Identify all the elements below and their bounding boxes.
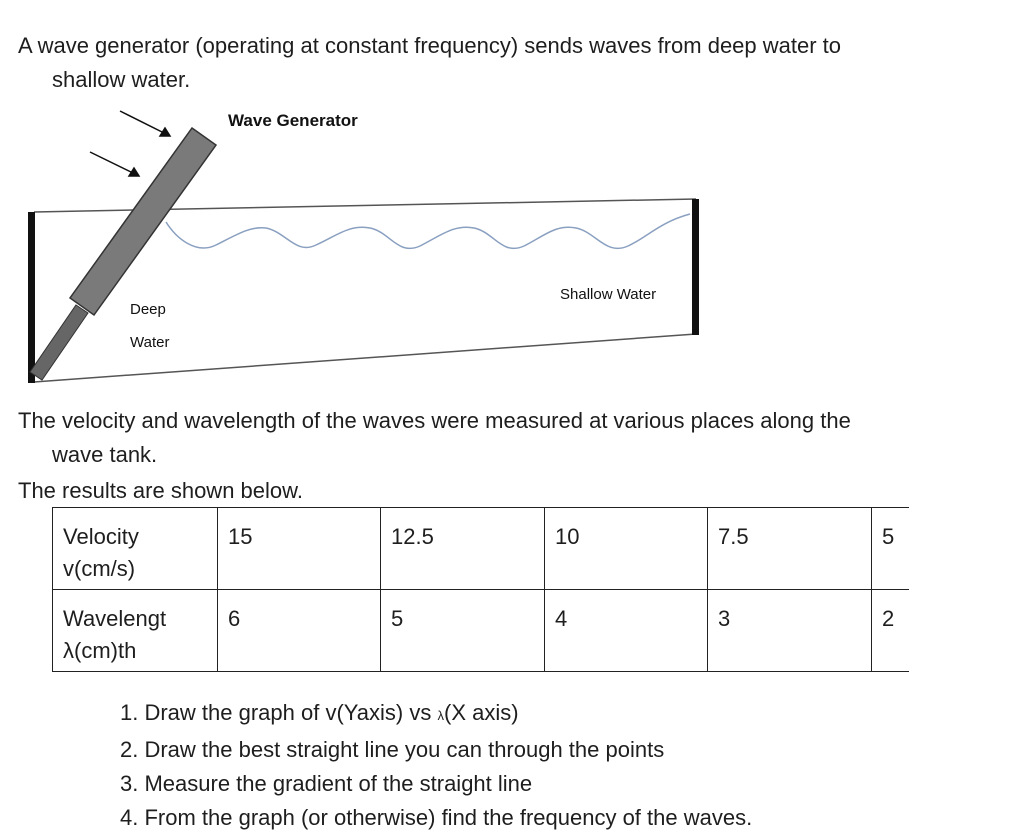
velocity-cell: 15 [218,508,381,590]
tank-left-wall [28,212,35,383]
measured-line-2: wave tank. [52,442,158,467]
task-item-3: 3. Measure the gradient of the straight line [120,771,533,796]
measured-line-1: The velocity and wavelength of the waves were measured at various places along the [18,408,851,433]
wavelength-row [53,590,909,672]
task-item-1 [120,696,752,733]
generator-rod [30,305,88,380]
velocity-header-line-2: v(cm/s) [63,556,136,581]
tank-right-wall [692,199,699,335]
deep-label-line-1: Deep [130,301,166,318]
velocity-cell: 10 [545,508,708,590]
motion-arrow-lower [90,152,139,176]
task-1-text: 1. Draw the graph of v(Yaxis) vs [120,700,438,725]
wave-curve [166,214,690,248]
measurement-paragraph [18,404,998,472]
velocity-row [53,508,909,590]
deep-label-line-2: Water [130,334,170,351]
velocity-cell: 5 [872,508,909,590]
task-item-2: 2. Draw the best straight line you can through the points [120,737,665,762]
task-list [120,696,752,835]
wave-tank-diagram [0,100,720,390]
wavelength-header-line-1: Wavelengt [63,606,167,631]
intro-line-1: A wave generator (operating at constant frequency) sends waves from deep water to [18,33,842,58]
velocity-header [53,508,218,590]
velocity-cell: 7.5 [708,508,872,590]
wavelength-cell: 5 [381,590,545,672]
intro-paragraph [18,29,978,97]
wavelength-header [53,590,218,672]
wavelength-header-line-2: λ(cm)th [63,638,137,663]
wavelength-cell: 2 [872,590,909,672]
intro-line-2: shallow water. [52,67,191,92]
generator-handle [70,128,216,315]
motion-arrow-upper [120,111,170,136]
generator-label: Wave Generator [228,111,358,130]
velocity-cell: 12.5 [381,508,545,590]
velocity-header-line-1: Velocity [63,524,139,549]
shallow-label: Shallow Water [560,286,657,303]
results-table [52,507,909,672]
task-1-suffix: (X axis) [444,700,519,725]
lambda-symbol: λ [437,708,444,723]
task-item-4: 4. From the graph (or otherwise) find the frequency of the waves. [120,805,753,830]
wavelength-cell: 3 [708,590,872,672]
wavelength-cell: 4 [545,590,708,672]
results-intro: The results are shown below. [18,478,303,503]
wavelength-cell: 6 [218,590,381,672]
